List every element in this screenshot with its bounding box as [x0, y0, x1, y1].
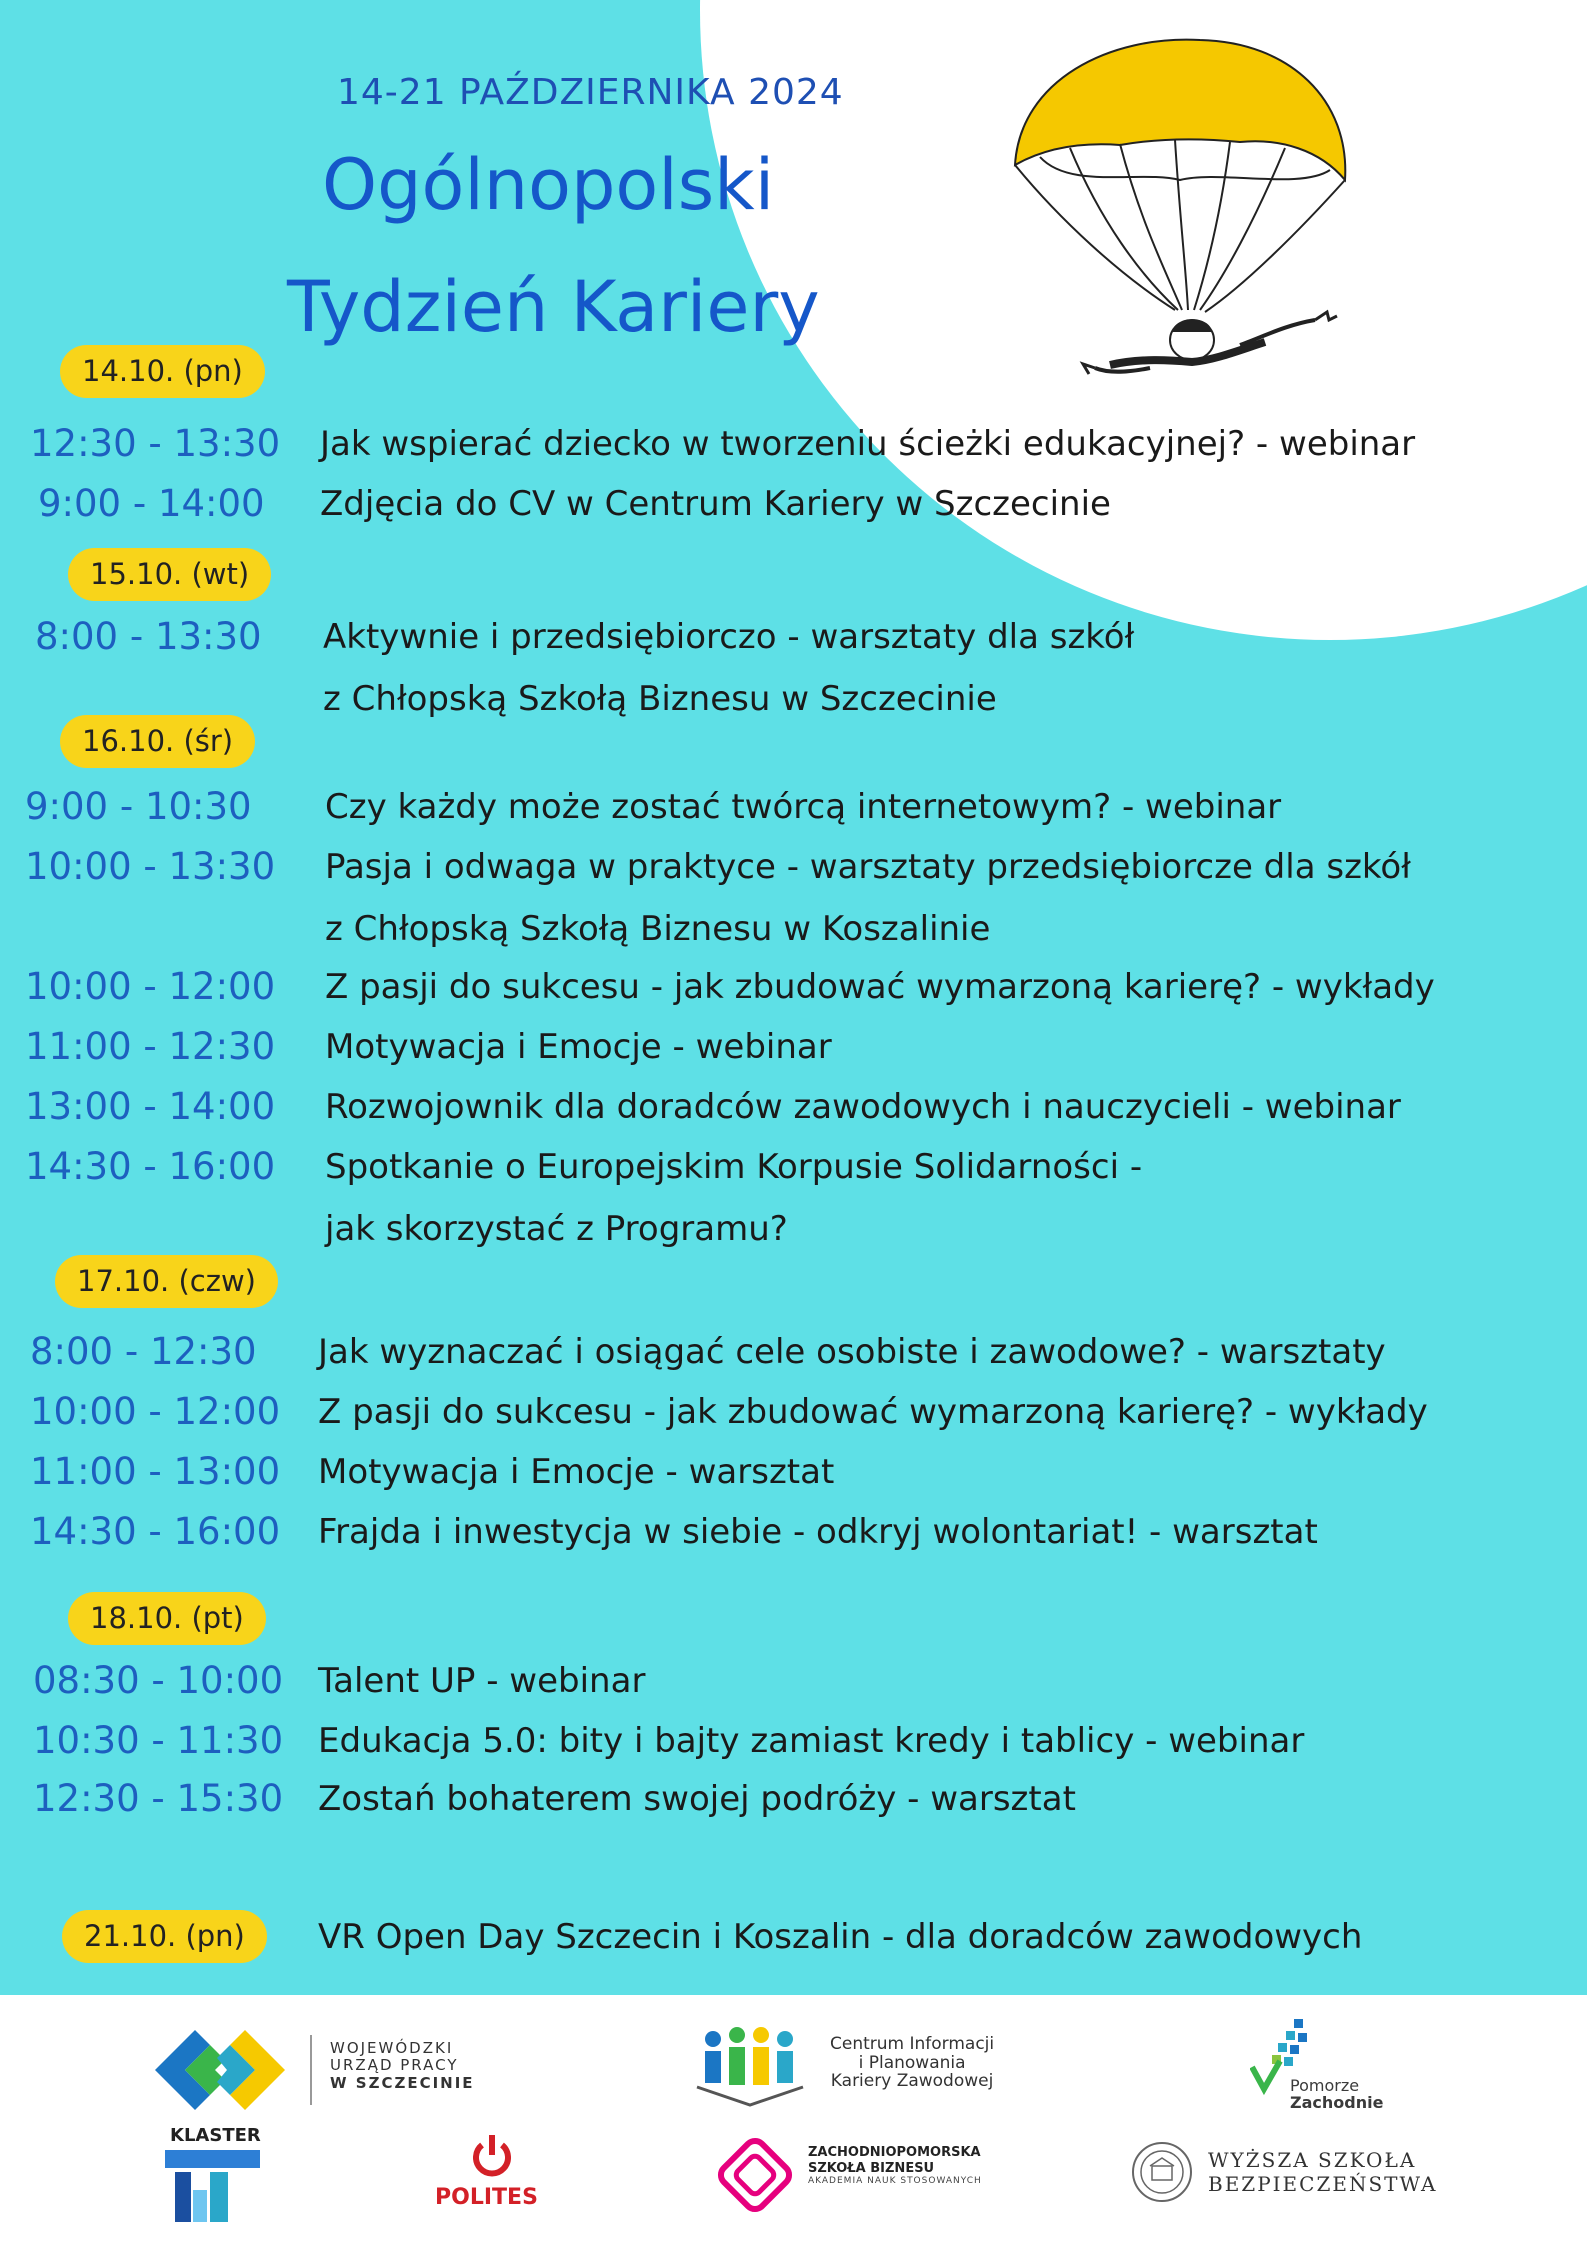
footer-logos: [0, 1995, 1587, 2245]
wup-logo-text: [330, 2040, 475, 2092]
day-badge: 14.10. (pn): [60, 345, 265, 398]
zsb-line-3: AKADEMIA NAUK STOSOWANYCH: [808, 2176, 982, 2187]
zsb-line-1: ZACHODNIOPOMORSKA: [808, 2145, 981, 2160]
event-time: 12:30 - 13:30: [30, 422, 281, 465]
event-title: Jak wyznaczać i osiągać cele osobiste i zawodowe? - warsztaty: [318, 1332, 1386, 1372]
wup-line-1: WOJEWÓDZKI: [330, 2039, 454, 2057]
event-title: Zdjęcia do CV w Centrum Kariery w Szczecinie: [320, 484, 1111, 524]
event-title: z Chłopską Szkołą Biznesu w Koszalinie: [325, 909, 991, 949]
event-time: 12:30 - 15:30: [33, 1777, 284, 1820]
wsb-logo-text: [1208, 2148, 1438, 2196]
event-time: 13:00 - 14:00: [25, 1085, 276, 1128]
wup-line-3: W SZCZECINIE: [330, 2073, 475, 2092]
event-title: Spotkanie o Europejskim Korpusie Solidarności -: [325, 1147, 1143, 1187]
wsb-seal-icon: [1130, 2140, 1194, 2204]
event-title: Talent UP - webinar: [318, 1661, 646, 1701]
event-title: Frajda i inwestycja w siebie - odkryj wolontariat! - warsztat: [318, 1512, 1318, 1552]
wup-divider: [310, 2035, 312, 2105]
event-title: Rozwojownik dla doradców zawodowych i nauczycieli - webinar: [325, 1087, 1401, 1127]
event-title: z Chłopską Szkołą Biznesu w Szczecinie: [323, 679, 997, 719]
day-badge: 21.10. (pn): [62, 1910, 267, 1963]
cipkz-line-1: Centrum Informacji: [830, 2034, 995, 2054]
event-title: Pasja i odwaga w praktyce - warsztaty przedsiębiorcze dla szkół: [325, 847, 1411, 887]
day-badge: 18.10. (pt): [68, 1592, 266, 1645]
wsb-line-2: BEZPIECZEŃSTWA: [1208, 2172, 1438, 2196]
klaster-it-icon: [165, 2150, 265, 2225]
event-time: 9:00 - 14:00: [38, 482, 265, 525]
event-time: 10:30 - 11:30: [33, 1719, 284, 1762]
event-time: 10:00 - 12:00: [30, 1390, 281, 1433]
zsb-line-2: SZKOŁA BIZNESU: [808, 2160, 935, 2176]
event-time: 10:00 - 13:30: [25, 845, 276, 888]
event-title: Z pasji do sukcesu - jak zbudować wymarzoną karierę? - wykłady: [325, 967, 1435, 1007]
event-time: 8:00 - 12:30: [30, 1330, 257, 1373]
event-time: 08:30 - 10:00: [33, 1659, 284, 1702]
event-time: 8:00 - 13:30: [35, 615, 262, 658]
wsb-line-1: WYŻSZA SZKOŁA: [1208, 2148, 1417, 2172]
cipkz-line-3: Kariery Zawodowej: [830, 2071, 994, 2092]
cipkz-line-2: i Planowania: [858, 2052, 966, 2073]
pomorze-zachodnie-text: [1290, 2078, 1383, 2112]
day-badge: 17.10. (czw): [55, 1255, 278, 1308]
event-time: 14:30 - 16:00: [30, 1510, 281, 1553]
event-title: VR Open Day Szczecin i Koszalin - dla doradców zawodowych: [318, 1917, 1363, 1957]
pz-line-2: Zachodnie: [1290, 2092, 1384, 2112]
event-time: 14:30 - 16:00: [25, 1145, 276, 1188]
wup-line-2: URZĄD PRACY: [330, 2056, 459, 2075]
event-title: Motywacja i Emocje - webinar: [325, 1027, 832, 1067]
date-range: 14-21 PAŹDZIERNIKA 2024: [337, 72, 844, 113]
cipkz-logo-icon: [695, 2027, 805, 2107]
cipkz-logo-text: [830, 2035, 994, 2091]
event-time: 9:00 - 10:30: [25, 785, 252, 828]
zsb-logo-icon: [710, 2130, 800, 2220]
event-title: Z pasji do sukcesu - jak zbudować wymarzoną karierę? - wykłady: [318, 1392, 1428, 1432]
event-title: Motywacja i Emocje - warsztat: [318, 1452, 835, 1492]
event-time: 11:00 - 12:30: [25, 1025, 276, 1068]
wup-logo-icon: [155, 2030, 285, 2110]
event-title: Zostań bohaterem swojej podróży - warsztat: [318, 1779, 1076, 1819]
day-badge: 16.10. (śr): [60, 715, 255, 768]
event-title: jak skorzystać z Programu?: [325, 1209, 788, 1249]
title-line-1: Ogólnopolski: [322, 144, 775, 226]
polites-power-icon: [470, 2133, 514, 2177]
event-title: Jak wspierać dziecko w tworzeniu ścieżki edukacyjnej? - webinar: [320, 424, 1416, 464]
event-title: Edukacja 5.0: bity i bajty zamiast kredy i tablicy - webinar: [318, 1721, 1305, 1761]
event-time: 11:00 - 13:00: [30, 1450, 281, 1493]
parachutist-illustration: [1000, 20, 1360, 400]
event-title: Czy każdy może zostać twórcą internetowym? - webinar: [325, 787, 1282, 827]
title-line-2: Tydzień Kariery: [287, 266, 820, 348]
zsb-logo-text: [808, 2145, 982, 2187]
pz-line-1: Pomorze: [1290, 2076, 1360, 2095]
day-badge: 15.10. (wt): [68, 548, 271, 601]
event-time: 10:00 - 12:00: [25, 965, 276, 1008]
klaster-text: KLASTER: [170, 2125, 261, 2146]
polites-text: POLITES: [435, 2185, 538, 2210]
event-title: Aktywnie i przedsiębiorczo - warsztaty dla szkół: [323, 617, 1135, 657]
